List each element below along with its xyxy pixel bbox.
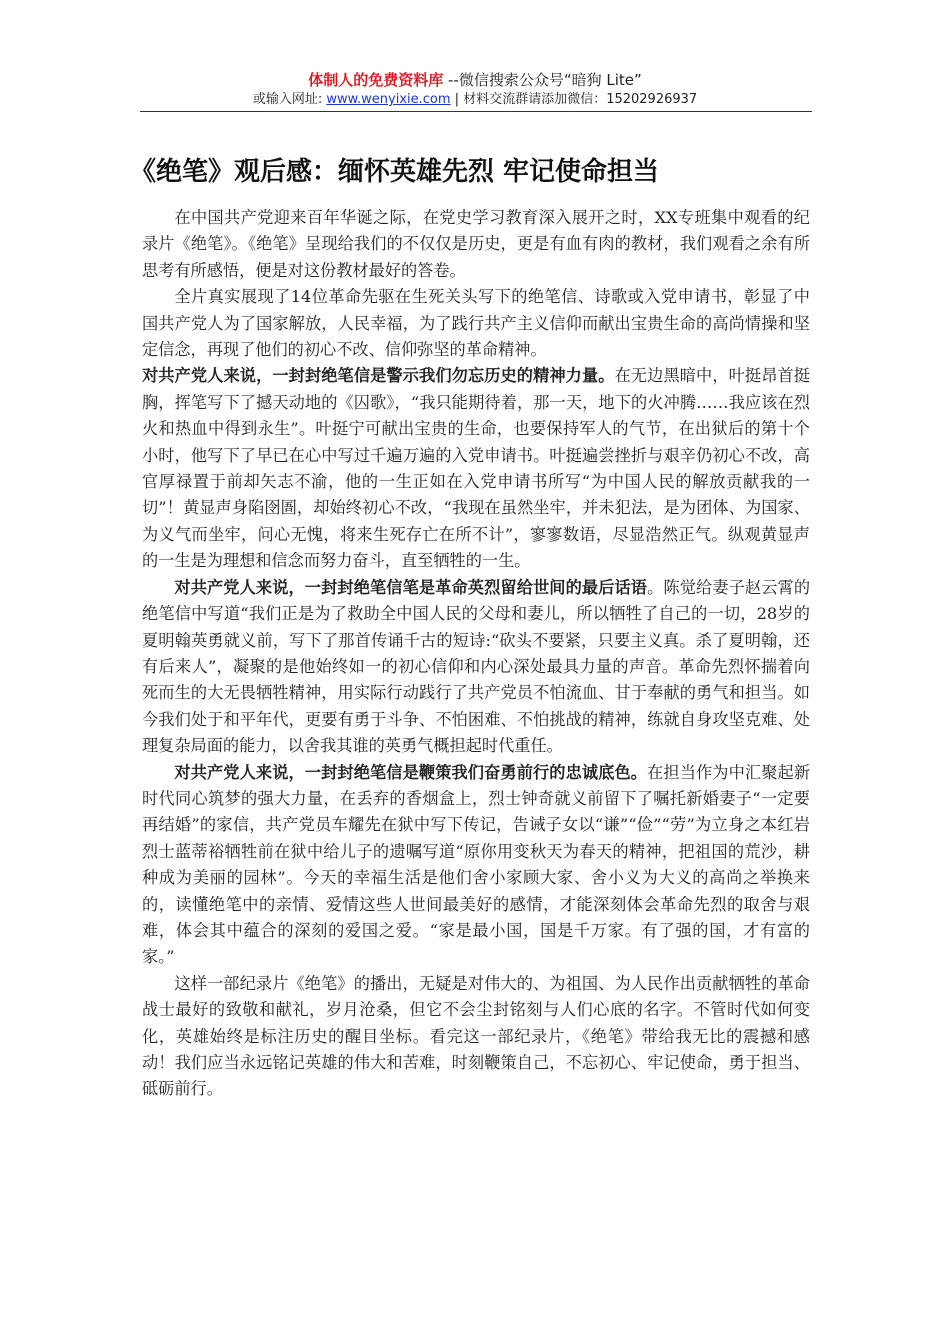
paragraph-4 (142, 575, 810, 760)
paragraph-3 (142, 363, 810, 574)
page-header (140, 70, 810, 110)
paragraph-6 (142, 971, 810, 1103)
header-divider (140, 111, 812, 112)
paragraph-lead: 对共产党人来说，一封封绝笔信笔是革命英烈留给世间的最后话语 (174, 577, 648, 597)
website-link[interactable]: www.wenyixie.com (326, 92, 451, 107)
paragraph-5 (142, 760, 810, 971)
contact-info: | 材料交流群请添加微信：15202926937 (450, 92, 698, 107)
url-prefix: 或输入网址: (252, 92, 327, 107)
paragraph-lead: 对共产党人来说，一封封绝笔信是警示我们勿忘历史的精神力量。 (142, 366, 615, 386)
paragraph-text: 在担当作为中汇聚起新时代同心筑梦的强大力量，在丢弃的香烟盒上，烈士钟奇就义前留下了嘱托新婚妻子“一定要再结婚”的家信，共产党员车耀先在狱中写下传记，告诫子女以“谦”“俭”“劳”为立身之本红岩烈士蓝蒂裕牺牲前在狱中给儿子的遗嘱写道“原你用变秋天为春天的精神，把祖国的荒沙，耕种成为美丽的园林”。今天的幸福生活是他们舍小家顾大家、舍小义为大义的高尚之举换来的，读懂绝笔中的亲情、爱情这些人世间最美好的感情，才能深刻体会革命先烈的取舍与艰难，体会其中蕴合的深刻的爱国之爱。“家是最小国，国是千万家。有了强的国，才有富的家。” (142, 762, 811, 967)
document-title: 《绝笔》观后感：缅怀英雄先烈 牢记使命担当 (130, 157, 660, 187)
site-name: 体制人的免费资料库 (308, 71, 444, 89)
header-line-2 (140, 90, 810, 110)
paragraph-text: 全片真实展现了14位革命先驱在生死关头写下的绝笔信、诗歌或入党申请书，彰显了中国共产党人为了国家解放，人民幸福，为了践行共产主义信仰而献出宝贵生命的高尚情操和坚定信念，再现了他们的初心不改、信仰弥坚的革命精神。 (142, 287, 810, 360)
paragraph-text: 这样一部纪录片《绝笔》的播出，无疑是对伟大的、为祖国、为人民作出贡献牺牲的革命战士最好的致敬和献礼，岁月沧桑，但它不会尘封铭刻与人们心底的名字。不管时代如何变化，英雄始终是标注历史的醒目坐标。看完这一部纪录片，《绝笔》带给我无比的震撼和感动！我们应当永远铭记英雄的伟大和苦难，时刻鞭策自己，不忘初心、牢记使命，勇于担当、砥砺前行。 (142, 973, 810, 1099)
paragraph-1 (142, 205, 810, 284)
paragraph-text: 在中国共产党迎来百年华诞之际，在党史学习教育深入展开之时，XX专班集中观看的纪录片《绝笔》。《绝笔》呈现给我们的不仅仅是历史，更是有血有肉的教材，我们观看之余有所思考有所感悟，便是对这份教材最好的答卷。 (142, 208, 810, 280)
header-tagline: --微信搜索公众号“暗狗 Lite” (443, 71, 642, 89)
document-body (142, 205, 810, 1103)
paragraph-lead: 对共产党人来说，一封封绝笔信是鞭策我们奋勇前行的忠诚底色。 (174, 762, 648, 782)
paragraph-2 (142, 284, 810, 363)
paragraph-text: 在无边黑暗中，叶挺昂首挺胸，挥笔写下了撼天动地的《囚歌》，“我只能期待着，那一天，地下的火冲腾……我应该在烈火和热血中得到永生”。叶挺宁可献出宝贵的生命，也要保持军人的气节，在出狱后的第十个小时，他写下了早已在心中写过千遍万遍的入党申请书。叶挺遍尝挫折与艰辛仍初心不改，高官厚禄置于前却矢志不渝，他的一生正如在入党申请书所写“为中国人民的解放贡献我的一切”！黄显声身陷囹圄，却始终初心不改，“我现在虽然坐牢，并未犯法，是为团体、为国家、为义气而坐牢，问心无愧，将来生死存亡在所不计”，寥寥数语，尽显浩然正气。纵观黄显声的一生是为理想和信念而努力奋斗，直至牺牲的一生。 (142, 366, 810, 571)
paragraph-text: 。陈觉给妻子赵云霄的绝笔信中写道“我们正是为了救助全中国人民的父母和妻儿，所以牺牲了自己的一切，28岁的夏明翰英勇就义前，写下了那首传诵千古的短诗:“砍头不要紧，只要主义真。杀了夏明翰，还有后来人”，凝聚的是他始终如一的初心信仰和内心深处最具力量的声音。革命先烈怀揣着向死而生的大无畏牺牲精神，用实际行动践行了共产党员不怕流血、甘于奉献的勇气和担当。如今我们处于和平年代，更要有勇于斗争、不怕困难、不怕挑战的精神，练就自身攻坚克难、处理复杂局面的能力，以舍我其谁的英勇气概担起时代重任。 (142, 577, 811, 756)
header-line-1 (140, 70, 810, 90)
